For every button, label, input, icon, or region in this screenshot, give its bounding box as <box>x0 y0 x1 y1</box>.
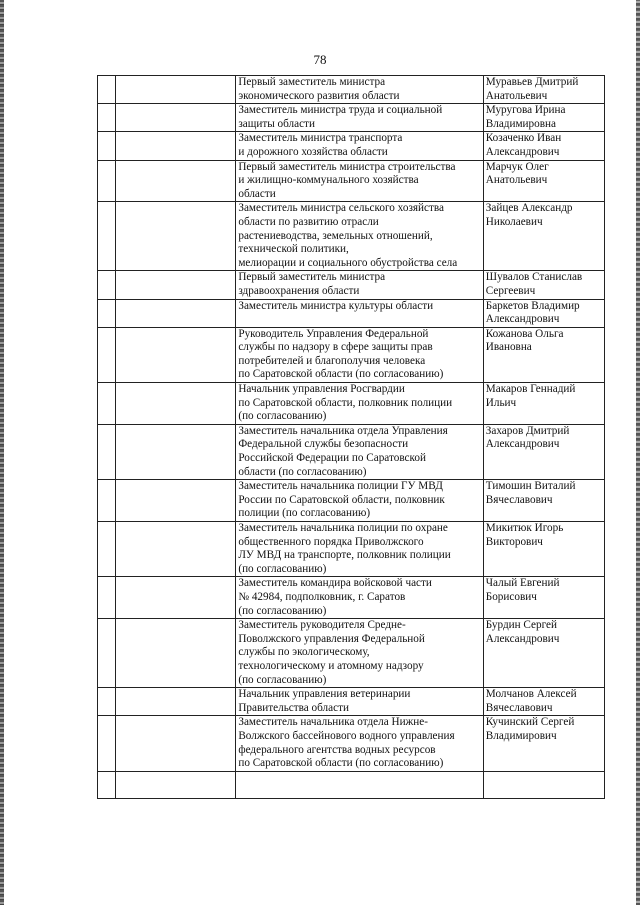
group-cell <box>116 327 236 382</box>
table-row <box>98 132 605 160</box>
person-name-cell: Муравьев Дмитрий Анатольевич <box>483 76 604 104</box>
group-cell <box>116 104 236 132</box>
scan-edge-right <box>636 0 640 905</box>
row-number-cell <box>98 771 116 798</box>
table-row <box>98 716 605 771</box>
position-cell: Заместитель министра сельского хозяйства области по развитию отрасли растениеводства, земельных отношений, технической политики, мелиорации и социального обустройства села <box>236 202 483 271</box>
person-name-cell: Микитюк Игорь Викторович <box>483 522 604 577</box>
position-cell: Заместитель руководителя Средне- Поволжского управления Федеральной службы по экологическому, технологическому и атомному надзору (по согласованию) <box>236 619 483 688</box>
position-cell: Первый заместитель министра строительства и жилищно-коммунального хозяйства области <box>236 160 483 202</box>
row-number-cell <box>98 76 116 104</box>
person-name-cell: Муругова Ирина Владимировна <box>483 104 604 132</box>
row-number-cell <box>98 327 116 382</box>
group-cell <box>116 619 236 688</box>
row-number-cell <box>98 104 116 132</box>
row-number-cell <box>98 424 116 479</box>
row-number-cell <box>98 716 116 771</box>
person-name-cell: Кожанова Ольга Ивановна <box>483 327 604 382</box>
person-name-cell: Захаров Дмитрий Александрович <box>483 424 604 479</box>
row-number-cell <box>98 299 116 327</box>
group-cell <box>116 424 236 479</box>
table-row <box>98 383 605 425</box>
group-cell <box>116 76 236 104</box>
table-row <box>98 480 605 522</box>
position-cell: Начальник управления ветеринарии Правительства области <box>236 688 483 716</box>
group-cell <box>116 160 236 202</box>
position-cell: Заместитель министра труда и социальной защиты области <box>236 104 483 132</box>
person-name-cell: Тимошин Виталий Вячеславович <box>483 480 604 522</box>
table-row <box>98 271 605 299</box>
person-name-cell: Молчанов Алексей Вячеславович <box>483 688 604 716</box>
group-cell <box>116 771 236 798</box>
table-row <box>98 104 605 132</box>
row-number-cell <box>98 160 116 202</box>
person-name-cell: Козаченко Иван Александрович <box>483 132 604 160</box>
table-row <box>98 299 605 327</box>
person-name-cell: Баркетов Владимир Александрович <box>483 299 604 327</box>
person-name-cell: Зайцев Александр Николаевич <box>483 202 604 271</box>
person-name-cell: Чалый Евгений Борисович <box>483 577 604 619</box>
table-row <box>98 202 605 271</box>
person-name-cell: Бурдин Сергей Александрович <box>483 619 604 688</box>
position-cell <box>236 771 483 798</box>
row-number-cell <box>98 522 116 577</box>
group-cell <box>116 522 236 577</box>
scan-edge-left <box>0 0 4 905</box>
row-number-cell <box>98 132 116 160</box>
table-row <box>98 522 605 577</box>
person-name-cell <box>483 771 604 798</box>
position-cell: Заместитель командира войсковой части № 42984, подполковник, г. Саратов (по согласованию) <box>236 577 483 619</box>
group-cell <box>116 271 236 299</box>
group-cell <box>116 383 236 425</box>
position-cell: Первый заместитель министра экономического развития области <box>236 76 483 104</box>
table-row <box>98 424 605 479</box>
position-cell: Заместитель начальника полиции ГУ МВД России по Саратовской области, полковник полиции (по согласованию) <box>236 480 483 522</box>
position-cell: Руководитель Управления Федеральной службы по надзору в сфере защиты прав потребителей и благополучия человека по Саратовской области (по согласованию) <box>236 327 483 382</box>
position-cell: Начальник управления Росгвардии по Саратовской области, полковник полиции (по согласованию) <box>236 383 483 425</box>
table-row <box>98 619 605 688</box>
position-cell: Заместитель начальника отдела Нижне- Волжского бассейнового водного управления федерального агентства водных ресурсов по Саратовской области (по согласованию) <box>236 716 483 771</box>
position-cell: Заместитель начальника отдела Управления Федеральной службы безопасности Российской Федерации по Саратовской области (по согласованию) <box>236 424 483 479</box>
person-name-cell: Марчук Олег Анатольевич <box>483 160 604 202</box>
row-number-cell <box>98 202 116 271</box>
row-number-cell <box>98 271 116 299</box>
group-cell <box>116 299 236 327</box>
person-name-cell: Макаров Геннадий Ильич <box>483 383 604 425</box>
table-row <box>98 327 605 382</box>
table-row <box>98 160 605 202</box>
position-cell: Заместитель министра культуры области <box>236 299 483 327</box>
row-number-cell <box>98 577 116 619</box>
group-cell <box>116 132 236 160</box>
page-number: 78 <box>313 52 327 67</box>
person-name-cell: Шувалов Станислав Сергеевич <box>483 271 604 299</box>
group-cell <box>116 480 236 522</box>
table-row-empty <box>98 771 605 798</box>
row-number-cell <box>98 383 116 425</box>
group-cell <box>116 688 236 716</box>
group-cell <box>116 202 236 271</box>
row-number-cell <box>98 688 116 716</box>
table-row <box>98 688 605 716</box>
position-cell: Первый заместитель министра здравоохранения области <box>236 271 483 299</box>
table-row <box>98 76 605 104</box>
row-number-cell <box>98 619 116 688</box>
group-cell <box>116 716 236 771</box>
members-table-body <box>98 76 605 799</box>
position-cell: Заместитель начальника полиции по охране общественного порядка Приволжского ЛУ МВД на транспорте, полковник полиции (по согласованию) <box>236 522 483 577</box>
table-row <box>98 577 605 619</box>
row-number-cell <box>98 480 116 522</box>
group-cell <box>116 577 236 619</box>
position-cell: Заместитель министра транспорта и дорожного хозяйства области <box>236 132 483 160</box>
person-name-cell: Кучинский Сергей Владимирович <box>483 716 604 771</box>
members-table <box>97 75 605 799</box>
